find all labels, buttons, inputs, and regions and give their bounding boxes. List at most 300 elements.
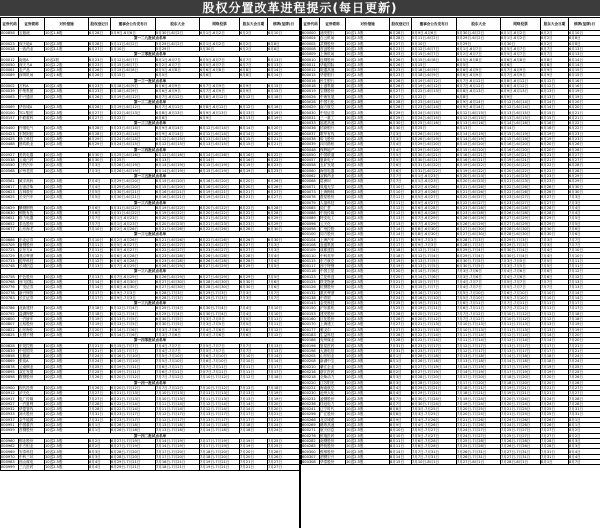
table-cell: 6月30日 (268, 226, 300, 231)
table-cell: 5月10日 (111, 46, 156, 51)
table-cell: 6月2日-6月26日 (412, 189, 457, 194)
table-cell: 6月26日 (89, 73, 111, 78)
table-cell: 7月28日 (390, 338, 412, 343)
table-cell: 6月26日 (569, 147, 600, 152)
table-cell: 6月7日-6月29日 (111, 274, 156, 279)
table-cell: 7月5日-7月27日 (412, 433, 457, 438)
table-cell: 000869 (1, 359, 19, 364)
table-cell: 5月30日-6月21日 (412, 152, 457, 157)
table-cell: 7月13日 (240, 396, 268, 401)
table-cell: 600088 (302, 211, 320, 216)
table-cell: 000858 (1, 354, 19, 359)
table-cell: 6月20日 (268, 131, 300, 136)
table-cell: 兰花科创 (320, 274, 346, 279)
column-header: 网络投票 (501, 18, 541, 31)
table-cell: 6月13日 (240, 110, 268, 115)
table-cell: 江苏阳光 (320, 380, 346, 385)
table-cell: 6月20日-6月22日 (200, 211, 240, 216)
table-cell: 首创股份 (320, 46, 346, 51)
table-cell: 四川路桥 (320, 142, 346, 147)
table-cell: 600036 (302, 126, 320, 131)
table-cell: 10送2.5股 (346, 348, 390, 353)
table-cell: 7月19日 (89, 322, 111, 327)
table-cell: 7月10日-7月12日 (501, 317, 541, 322)
table-cell: 7月4日 (240, 306, 268, 311)
table-cell: 建发股份 (320, 311, 346, 316)
table-cell: 6月23日-7月17日 (412, 343, 457, 348)
table-cell: 6月26日 (541, 184, 569, 189)
table-cell: 6月5日-6月27日 (412, 200, 457, 205)
table-cell: 6月21日-7月13日 (111, 396, 156, 401)
table-cell: 000063 (1, 94, 19, 99)
table-cell: 6月19日-7月11日 (412, 306, 457, 311)
table-cell: 7月10日 (89, 226, 111, 231)
table-cell: 6月8日-6月30日 (412, 232, 457, 237)
table-cell: 8月4日 (569, 454, 600, 459)
table-cell: 10送2.5股 (346, 332, 390, 337)
table-cell: 6月14日-7月6日 (412, 274, 457, 279)
table-cell: 白云机场 (320, 36, 346, 41)
table-cell: 10送2.5股 (346, 62, 390, 67)
table-cell: 7月14日-7月18日 (200, 428, 240, 433)
table-cell: 000630 (1, 211, 19, 216)
table-cell: 7月11日 (569, 258, 600, 263)
table-cell: 6月28日 (390, 105, 412, 110)
table-cell: 7月12日 (240, 385, 268, 390)
table-cell: 10送2.5股 (346, 89, 390, 94)
table-cell: 600208 (302, 359, 320, 364)
table-cell: 6月26日 (390, 62, 412, 67)
table-cell: 7月10日 (240, 354, 268, 359)
table-cell: 600221 (302, 385, 320, 390)
table-cell: 7月13日-7月17日 (200, 417, 240, 422)
table-cell: 10送2.5股 (346, 359, 390, 364)
table-cell: 7月26日 (569, 380, 600, 385)
table-cell: 7月21日 (240, 465, 268, 470)
table-cell: 000839 (1, 348, 19, 353)
table-cell: 10送2.5股 (346, 354, 390, 359)
table-cell: 6月12日-6月14日 (200, 126, 240, 131)
table-cell: 10送2.5股 (346, 253, 390, 258)
table-cell: 10送2.5股 (346, 327, 390, 332)
table-cell: 6月19日-6月21日 (501, 152, 541, 157)
table-cell: 10送2.5股 (346, 258, 390, 263)
table-cell: 6月26日 (268, 184, 300, 189)
column-header: 股权登记日 (89, 18, 111, 31)
table-cell: 10送2.5股 (45, 454, 89, 459)
table-cell: 7月10日 (569, 248, 600, 253)
table-cell: 东方钽业 (19, 444, 45, 449)
table-cell: 6月12日-6月14日 (501, 99, 541, 104)
table-cell: 000895 (1, 370, 19, 375)
table-cell: 7月12日-7月14日 (501, 332, 541, 337)
table-cell: 600079 (302, 200, 320, 205)
table-cell: 7月21日-7月26日 (457, 417, 501, 422)
table-cell: 7月17日-7月19日 (501, 370, 541, 375)
table-cell: 7月13日 (240, 391, 268, 396)
table-cell: 6月29日 (569, 179, 600, 184)
table-cell: 7月20日 (89, 332, 111, 337)
table-cell: 7月11日-7月14日 (457, 332, 501, 337)
table-cell: 6月26日-6月29日 (156, 274, 200, 279)
table-cell: 6月29日-7月21日 (412, 385, 457, 390)
table-cell: 6月6日-6月28日 (412, 211, 457, 216)
table-cell: 7月26日 (390, 311, 412, 316)
table-cell: 电广传媒 (19, 396, 45, 401)
table-cell: 6月28日-6月30日 (200, 279, 240, 284)
table-cell: 8月1日 (89, 422, 111, 427)
table-cell: 000725 (1, 248, 19, 253)
table-cell: 6月27日 (390, 94, 412, 99)
table-cell: 600170 (302, 322, 320, 327)
table-cell: 10送2.5股 (346, 78, 390, 83)
table-cell: 6月15日-6月20日 (457, 142, 501, 147)
table-cell: 6月9日-6月14日 (156, 126, 200, 131)
table-cell: 000900 (1, 385, 19, 390)
table-cell: 7月3日-7月25日 (412, 412, 457, 417)
table-cell: 6月30日 (390, 126, 412, 131)
table-cell: 7月21日 (268, 412, 300, 417)
table-cell: 8月9日 (390, 422, 412, 427)
table-cell: 7月19日 (569, 322, 600, 327)
table-cell: 民生银行 (320, 78, 346, 83)
table-cell: 7月25日 (268, 444, 300, 449)
table-cell: 6月16日-6月20日 (200, 179, 240, 184)
table-cell: 6月30日 (569, 184, 600, 189)
table-cell: 6月19日 (541, 131, 569, 136)
table-cell: 000023 (1, 41, 19, 46)
table-cell: 7月14日 (89, 279, 111, 284)
table-cell: 6月14日-6月19日 (156, 168, 200, 173)
table-cell: 7月3日-7月5日 (200, 322, 240, 327)
table-cell: 7月17日 (569, 306, 600, 311)
table-cell: 7月11日 (268, 317, 300, 322)
table-cell: 7月19日 (240, 444, 268, 449)
table-cell: 600012 (302, 68, 320, 73)
table-cell: 6月23日 (541, 174, 569, 179)
table-cell: 7月21日 (390, 279, 412, 284)
table-cell: 000898 (1, 375, 19, 380)
table-cell: 10送2.8股 (45, 136, 89, 141)
table-cell: 10送2.5股 (45, 226, 89, 231)
table-cell: 7月5日-7月7日 (501, 285, 541, 290)
table-cell: 7月3日-7月5日 (501, 258, 541, 263)
table-cell: 6月29日 (89, 136, 111, 141)
table-cell: 6月8日 (240, 68, 268, 73)
table-cell: 6月16日-6月21日 (457, 158, 501, 163)
table-cell: 6月5日 (156, 73, 200, 78)
table-cell: 7月4日 (569, 211, 600, 216)
table-cell: 7月17日 (89, 295, 111, 300)
table-cell: 6月26日 (569, 142, 600, 147)
table-cell: 000568 (1, 168, 19, 173)
table-cell: 7月25日 (89, 364, 111, 369)
table-cell: 7月10日 (541, 295, 569, 300)
table-cell: 山东海龙 (19, 226, 45, 231)
table-cell: 10送2.5股 (346, 454, 390, 459)
table-cell: 6月12日 (240, 94, 268, 99)
table-cell: 五矿发展 (320, 163, 346, 168)
table-cell: 7月5日-7月7日 (501, 279, 541, 284)
table-cell: 7月19日 (541, 364, 569, 369)
table-cell: 7月18日-7月20日 (200, 454, 240, 459)
table-cell: 7月25日 (390, 301, 412, 306)
table-cell: 5月15日-6月8日 (111, 68, 156, 73)
table-cell: 7月4日 (89, 184, 111, 189)
table-cell: 600058 (302, 163, 320, 168)
table-cell: 10送2.5股 (346, 295, 390, 300)
table-cell: 6月16日-6月21日 (457, 152, 501, 157)
table-cell: 8月11日 (390, 438, 412, 443)
table-cell: 7月7日 (268, 290, 300, 295)
table-cell: 中国联通 (320, 152, 346, 157)
table-cell: 10送2.5股 (45, 189, 89, 194)
table-cell: 10送2.5股 (45, 253, 89, 258)
table-cell: 7月6日-7月11日 (156, 364, 200, 369)
table-cell: 10送2.5股 (346, 142, 390, 147)
table-cell: 7月6日 (569, 226, 600, 231)
table-cell: 6月14日-7月6日 (111, 327, 156, 332)
table-cell: 10送2.5股 (346, 237, 390, 242)
table-cell: 神火股份 (19, 412, 45, 417)
table-cell: 6月12日-7月4日 (412, 248, 457, 253)
table-cell: 6月19日-6月21日 (501, 158, 541, 163)
table-cell: 7月24日 (89, 359, 111, 364)
table-cell: 6月20日 (240, 179, 268, 184)
table-cell: 6月2日 (240, 46, 268, 51)
table-cell: 5月29日-6月2日 (457, 36, 501, 41)
table-cell: 7月26日 (89, 385, 111, 390)
table-cell: 7月31日 (569, 407, 600, 412)
table-cell: 000969 (1, 449, 19, 454)
table-cell: 6月23日-6月28日 (156, 258, 200, 263)
table-cell: 5月31日-6月22日 (412, 163, 457, 168)
table-cell: 000651 (1, 216, 19, 221)
table-cell: 10送2.5股 (45, 41, 89, 46)
table-cell: 7月24日 (89, 354, 111, 359)
table-cell: 山东铝业 (320, 354, 346, 359)
table-cell: 7月14日 (569, 295, 600, 300)
table-cell: 6月23日 (89, 62, 111, 67)
table-cell: 600098 (302, 226, 320, 231)
table-cell: 6月14日 (501, 126, 541, 131)
table-cell: 6月26日 (89, 105, 111, 110)
table-cell: 5月30日-6月21日 (111, 189, 156, 194)
table-cell: 7月21日 (569, 348, 600, 353)
table-cell: 10送2.5股 (45, 444, 89, 449)
table-cell: 7月11日 (240, 370, 268, 375)
table-cell: 7月18日 (390, 253, 412, 258)
table-cell: 6月8日-6月12日 (200, 105, 240, 110)
table-cell: 5月31日-6月22日 (111, 211, 156, 216)
table-cell: 10送2.5股 (346, 46, 390, 51)
table-cell: 6月22日-7月14日 (111, 407, 156, 412)
table-cell: 600307 (302, 454, 320, 459)
table-cell: 7月14日 (541, 338, 569, 343)
table-cell: 7月10日-7月13日 (457, 322, 501, 327)
table-cell: 6月27日 (268, 195, 300, 200)
table-cell: 歌华有线 (320, 131, 346, 136)
table-cell: 6月19日-6月22日 (457, 168, 501, 173)
table-cell: 6月22日-7月14日 (412, 332, 457, 337)
table-cell: 5月29日-6月20日 (111, 184, 156, 189)
table-cell: 6月9日-6月14日 (457, 105, 501, 110)
table-cell: 6月29日 (268, 221, 300, 226)
table-cell: 6月8日-6月13日 (156, 110, 200, 115)
table-cell: 600188 (302, 338, 320, 343)
table-cell: 6月2日 (240, 41, 268, 46)
table-cell: 6月23日 (541, 179, 569, 184)
table-cell: 6月7日-6月29日 (412, 221, 457, 226)
table-cell: 6月16日 (541, 121, 569, 126)
table-cell: 7月10日-7月12日 (501, 311, 541, 316)
table-cell: 唐钢股份 (19, 242, 45, 247)
table-cell: 7月12日 (268, 327, 300, 332)
table-cell: 6月14日-6月16日 (200, 152, 240, 157)
table-cell: 7月7日-7月12日 (156, 375, 200, 380)
left-header-row (1, 18, 300, 31)
table-cell: 10送2.5股 (45, 184, 89, 189)
table-cell: 广发证券 (19, 285, 45, 290)
table-cell: 6月13日 (268, 57, 300, 62)
table-cell: 7月6日-7月11日 (156, 370, 200, 375)
table-cell: 6月29日-7月4日 (156, 306, 200, 311)
table-cell: 7月3日 (268, 248, 300, 253)
table-cell: 6月22日-6月27日 (156, 242, 200, 247)
table-cell: 羚锐股份 (320, 444, 346, 449)
table-cell: 7月20日 (240, 449, 268, 454)
table-cell: 7月14日 (240, 401, 268, 406)
section-label: 第一四一批试点名单 (1, 380, 300, 385)
table-cell: 7月7日 (390, 174, 412, 179)
table-cell: 10送2.5股 (346, 370, 390, 375)
table-cell: 金发科技 (320, 301, 346, 306)
table-cell: 7月31日 (541, 454, 569, 459)
table-cell: 000550 (1, 163, 19, 168)
table-cell: 6月9日 (240, 89, 268, 94)
table-cell: 8月11日 (390, 444, 412, 449)
table-cell: 5月15日-6月7日 (412, 52, 457, 57)
table-cell: 6月26日 (390, 83, 412, 88)
table-cell: 6月21日-6月26日 (457, 184, 501, 189)
table-cell: 10送2.5股 (346, 73, 390, 78)
table-cell: 5月31日-6月22日 (412, 168, 457, 173)
table-cell: 7月26日-7月28日 (501, 438, 541, 443)
table-cell: 7月20日-7月25日 (457, 407, 501, 412)
table-cell: 8月1日 (541, 460, 569, 465)
table-cell: 6月27日 (541, 200, 569, 205)
table-cell: 云南白药 (19, 158, 45, 163)
table-cell: 10送2.5股 (45, 396, 89, 401)
table-cell: 7月17日 (89, 290, 111, 295)
table-cell: 7月3日 (569, 195, 600, 200)
table-cell: 7月20日-7月24日 (501, 396, 541, 401)
table-cell: 巨化股份 (320, 317, 346, 322)
table-cell: 600015 (302, 73, 320, 78)
table-cell: 6月26日 (541, 189, 569, 194)
table-cell: 6月21日 (268, 136, 300, 141)
table-cell: 6月16日-6月20日 (501, 147, 541, 152)
table-cell: 浙江医药 (320, 370, 346, 375)
table-cell: 10送2.5股 (45, 211, 89, 216)
table-cell: 7月27日 (569, 391, 600, 396)
table-cell: 10送2.5股 (45, 422, 89, 427)
column-header: 证券简称 (19, 18, 45, 31)
table-cell: 7月19日 (240, 438, 268, 443)
table-cell: 8月10日 (390, 433, 412, 438)
table-cell: 6月29日-7月3日 (200, 295, 240, 300)
table-cell: 5月18日-6月9日 (412, 73, 457, 78)
table-cell: 6月9日-7月3日 (412, 237, 457, 242)
table-cell: 000100 (1, 110, 19, 115)
table-cell: 5月23日-6月14日 (412, 105, 457, 110)
table-cell: 7月20日 (569, 338, 600, 343)
table-cell: 000425 (1, 136, 19, 141)
section-label: 第一三一批试点名单 (1, 78, 300, 83)
section-label: 第一三五批试点名单 (1, 174, 300, 179)
table-cell: 7月11日-7月14日 (156, 407, 200, 412)
table-cell: 600033 (302, 121, 320, 126)
table-cell: 6月28日-6月30日 (200, 285, 240, 290)
left-table-body (1, 31, 300, 471)
table-cell: 7月20日 (240, 454, 268, 459)
table-cell: 10送2.5股 (346, 184, 390, 189)
table-cell: 海信电器 (320, 168, 346, 173)
table-cell: 6月27日-7月19日 (111, 438, 156, 443)
table-cell: 上海建工 (320, 322, 346, 327)
table-cell: 6月27日 (569, 152, 600, 157)
table-cell: 夏新电子 (320, 158, 346, 163)
table-cell: 三一重工 (320, 115, 346, 120)
table-cell: 000652 (1, 221, 19, 226)
table-cell: 6月27日-6月30日 (457, 232, 501, 237)
table-cell: 000709 (1, 242, 19, 247)
table-cell: 8月14日 (390, 454, 412, 459)
table-cell: 6月28日 (89, 131, 111, 136)
table-cell: 7月10日-8月1日 (412, 460, 457, 465)
table-cell: 6月26日-7月18日 (111, 422, 156, 427)
table-cell: 7月14日 (268, 359, 300, 364)
table-cell: 600282 (302, 438, 320, 443)
table-cell: 6月16日 (569, 78, 600, 83)
table-cell: 7月11日-7月14日 (156, 401, 200, 406)
table-cell: 6月10日 (569, 31, 600, 36)
table-cell: 广州控股 (320, 226, 346, 231)
table-cell: 10送2.5股 (346, 242, 390, 247)
column-header: 证券代码 (1, 18, 19, 31)
table-cell: 600125 (302, 279, 320, 284)
table-cell: 8月3日 (89, 449, 111, 454)
table-cell: 7月24日 (390, 295, 412, 300)
table-cell: 000828 (1, 343, 19, 348)
table-cell: 6月22日 (569, 121, 600, 126)
table-cell: 6月29日-7月4日 (457, 248, 501, 253)
table-cell: 7月13日 (569, 279, 600, 284)
column-header: 网络投票 (200, 18, 240, 31)
table-cell: 000778 (1, 290, 19, 295)
table-cell: 6月19日 (541, 136, 569, 141)
table-cell: 6月15日 (541, 115, 569, 120)
table-cell: 7月19日 (541, 370, 569, 375)
table-cell: 7月18日 (569, 311, 600, 316)
table-cell: 6月19日 (268, 110, 300, 115)
table-cell: 6月21日-6月26日 (156, 237, 200, 242)
table-cell: 10送2.5股 (45, 126, 89, 131)
table-cell: 北京城建 (320, 417, 346, 422)
table-cell: 7月7日 (268, 295, 300, 300)
table-cell: 6月1日-6月2日 (200, 41, 240, 46)
column-header: 董事会公告发布日 (111, 18, 156, 31)
